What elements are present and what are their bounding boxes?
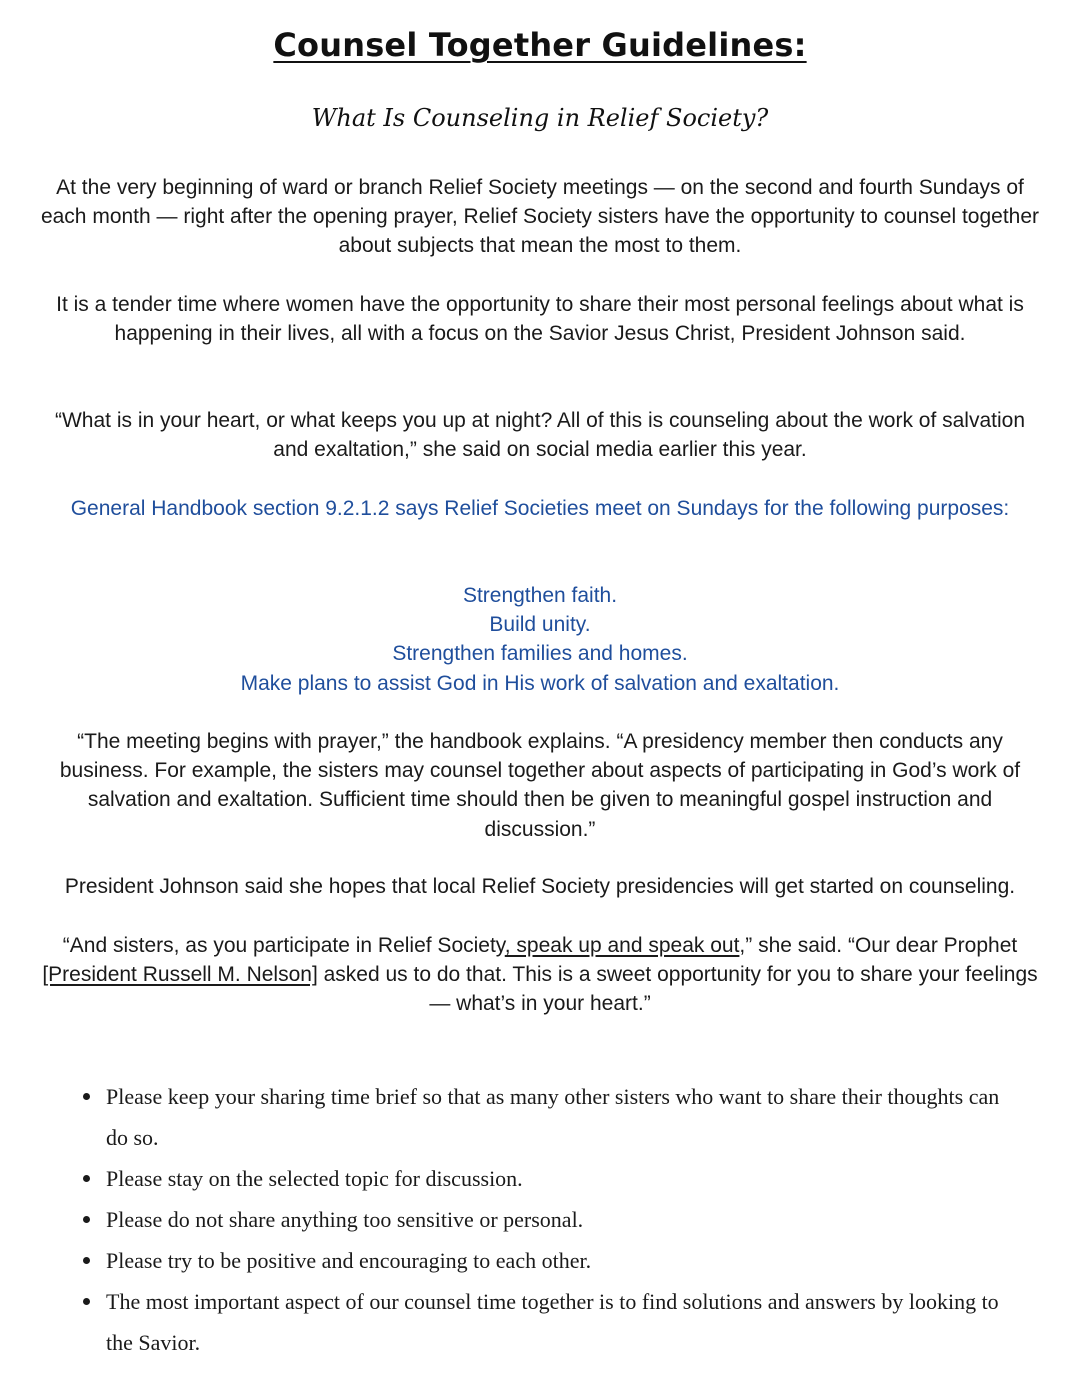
speak-up-text-start: “And sisters, as you participate in Relief Society	[62, 934, 505, 957]
guideline-text: Please stay on the selected topic for discussion.	[106, 1166, 523, 1191]
guideline-item	[78, 1199, 1018, 1240]
purpose-item: Build unity.	[489, 613, 591, 637]
purpose-item: Strengthen faith.	[462, 584, 618, 607]
guideline-item	[78, 1158, 1018, 1199]
presidencies-paragraph: President Johnson said she hopes that local Relief Society presidencies will get started on counseling.	[64, 875, 1016, 898]
speak-up-text-end: asked us to do that. This is a sweet opportunity for you to share your feelings — what’s in your heart.”	[317, 963, 1038, 1016]
speak-up-link[interactable]: , speak up and speak out	[504, 934, 740, 957]
guideline-text: The most important aspect of our counsel time together is to find solutions and answers by looking to the Savior.	[106, 1289, 999, 1355]
handbook-quote-paragraph: “The meeting begins with prayer,” the handbook explains. “A presidency member then conducts any business. For example, the sisters may counsel together about aspects of participating in God’s work of salvation and exaltation. Sufficient time should then be given to meaningful gospel instruction and discussion.”	[59, 730, 1021, 841]
guideline-text: Please do not share anything too sensitive or personal.	[106, 1207, 584, 1232]
guideline-text: Please keep your sharing time brief so that as many other sisters who want to share their thoughts can do so.	[106, 1084, 1000, 1150]
purposes-list	[40, 581, 1040, 698]
bullet-icon	[83, 1175, 90, 1182]
tender-time-paragraph: It is a tender time where women have the opportunity to share their most personal feelings about what is happening in their lives, all with a focus on the Savior Jesus Christ, President Johnson said.	[56, 293, 1024, 346]
guideline-item	[78, 1281, 1018, 1363]
section-subtitle: What Is Counseling in Relief Society?	[311, 104, 769, 132]
speak-up-paragraph	[40, 931, 1040, 1019]
guideline-item	[78, 1076, 1018, 1158]
bullet-icon	[83, 1298, 90, 1305]
bullet-icon	[83, 1216, 90, 1223]
intro-paragraph: At the very beginning of ward or branch Relief Society meetings — on the second and fourth Sundays of each month — right after the opening prayer, Relief Society sisters have the opportunity to counsel together about subjects that mean the most to them.	[40, 176, 1040, 258]
purpose-item: Make plans to assist God in His work of salvation and exaltation.	[240, 671, 840, 695]
guideline-text: Please try to be positive and encouraging to each other.	[106, 1248, 592, 1273]
purpose-item: Strengthen families and homes.	[392, 642, 688, 666]
bullet-icon	[83, 1257, 90, 1264]
guideline-item	[78, 1240, 1018, 1281]
bullet-icon	[83, 1093, 90, 1100]
speak-up-text-mid: ,” she said. “Our dear Prophet	[739, 934, 1018, 957]
president-nelson-link[interactable]: [President Russell M. Nelson]	[42, 963, 318, 987]
guidelines-list	[78, 1076, 1018, 1363]
page-title: Counsel Together Guidelines:	[273, 26, 807, 64]
quote-paragraph: “What is in your heart, or what keeps you up at night? All of this is counseling about the work of salvation and exaltation,” she said on social media earlier this year.	[54, 409, 1026, 462]
handbook-intro-paragraph: General Handbook section 9.2.1.2 says Relief Societies meet on Sundays for the following purposes:	[70, 497, 1010, 520]
